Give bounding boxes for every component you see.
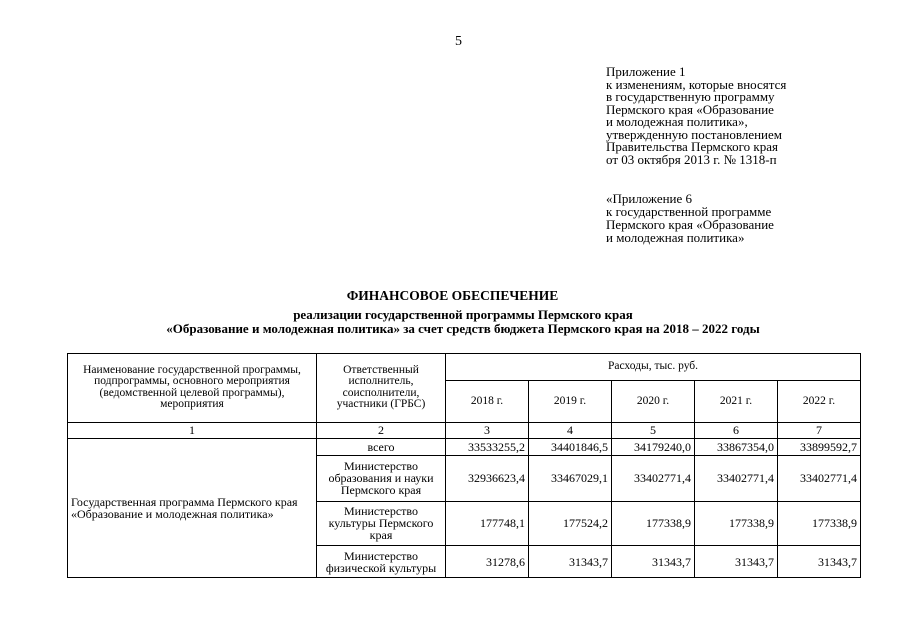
table-row xyxy=(68,438,861,455)
value-cell: 33533255,2 xyxy=(446,438,529,455)
column-number-cell: 3 xyxy=(446,422,529,438)
document-subheading xyxy=(0,308,905,335)
header-year-cell: 2018 г. xyxy=(446,380,529,422)
page-number: 5 xyxy=(455,34,462,49)
appendix-6-line: Пермского края «Образование xyxy=(606,217,774,232)
column-number-cell: 7 xyxy=(778,422,861,438)
appendix-1-block xyxy=(606,66,786,166)
executor-cell: Министерство культуры Пермского края xyxy=(317,501,446,546)
value-cell: 177524,2 xyxy=(529,501,612,546)
value-cell: 31343,7 xyxy=(778,546,861,578)
value-cell: 31343,7 xyxy=(529,546,612,578)
appendix-6-line: «Приложение 6 xyxy=(606,191,693,206)
value-cell: 32936623,4 xyxy=(446,455,529,501)
appendix-1-line: утвержденную постановлением xyxy=(606,126,783,142)
value-cell: 177338,9 xyxy=(695,501,778,546)
value-cell: 33402771,4 xyxy=(778,455,861,501)
value-cell: 34179240,0 xyxy=(612,438,695,455)
value-cell: 33402771,4 xyxy=(612,455,695,501)
value-cell: 33467029,1 xyxy=(529,455,612,501)
executor-cell: Министерство образования и науки Пермского края xyxy=(317,455,446,501)
appendix-1-line: в государственную программу xyxy=(606,89,775,104)
value-cell: 33899592,7 xyxy=(778,438,861,455)
document-heading: ФИНАНСОВОЕ ОБЕСПЕЧЕНИЕ xyxy=(346,288,559,303)
header-year-cell: 2019 г. xyxy=(529,380,612,422)
executor-cell: Министерство физической культуры xyxy=(317,546,446,578)
column-number-cell: 6 xyxy=(695,422,778,438)
appendix-1-line: Правительства Пермского края xyxy=(606,139,778,154)
column-number-cell: 5 xyxy=(612,422,695,438)
appendix-1-line: к изменениям, которые вносятся xyxy=(606,76,787,92)
value-cell: 33867354,0 xyxy=(695,438,778,455)
header-name-cell: Наименование государственной программы, подпрограммы, основного мероприятия (ведомственной целевой программы), мероприятия xyxy=(68,354,317,423)
value-cell: 31343,7 xyxy=(695,546,778,578)
value-cell: 31278,6 xyxy=(446,546,529,578)
program-name-cell: Государственная программа Пермского края «Образование и молодежная политика» xyxy=(68,438,317,577)
financing-table xyxy=(67,353,861,578)
column-number-row xyxy=(68,422,861,438)
appendix-6-line: и молодежная политика» xyxy=(606,230,745,245)
header-executor-cell: Ответственный исполнитель, соисполнители, участники (ГРБС) xyxy=(317,354,446,423)
header-expenses-cell: Расходы, тыс. руб. xyxy=(446,354,861,381)
subheading-line: «Образование и молодежная политика» за счет средств бюджета Пермского края на 2018 – 2022 годы xyxy=(166,320,760,336)
column-number-cell: 1 xyxy=(68,422,317,438)
header-year-cell: 2022 г. xyxy=(778,380,861,422)
column-number-cell: 4 xyxy=(529,422,612,438)
appendix-6-block xyxy=(606,192,774,244)
executor-cell: всего xyxy=(317,438,446,455)
value-cell: 177338,9 xyxy=(778,501,861,546)
value-cell: 177748,1 xyxy=(446,501,529,546)
header-year-cell: 2021 г. xyxy=(695,380,778,422)
appendix-1-line: Пермского края «Образование xyxy=(606,101,774,117)
column-number-cell: 2 xyxy=(317,422,446,438)
value-cell: 33402771,4 xyxy=(695,455,778,501)
appendix-1-line: Приложение 1 xyxy=(606,64,686,79)
value-cell: 177338,9 xyxy=(612,501,695,546)
subheading-line: реализации государственной программы Пермского края xyxy=(293,307,633,322)
header-year-cell: 2020 г. xyxy=(612,380,695,422)
appendix-1-line: и молодежная политика», xyxy=(606,114,748,129)
value-cell: 31343,7 xyxy=(612,546,695,578)
appendix-1-line: от 03 октября 2013 г. № 1318-п xyxy=(606,151,777,167)
value-cell: 34401846,5 xyxy=(529,438,612,455)
appendix-6-line: к государственной программе xyxy=(606,204,772,219)
